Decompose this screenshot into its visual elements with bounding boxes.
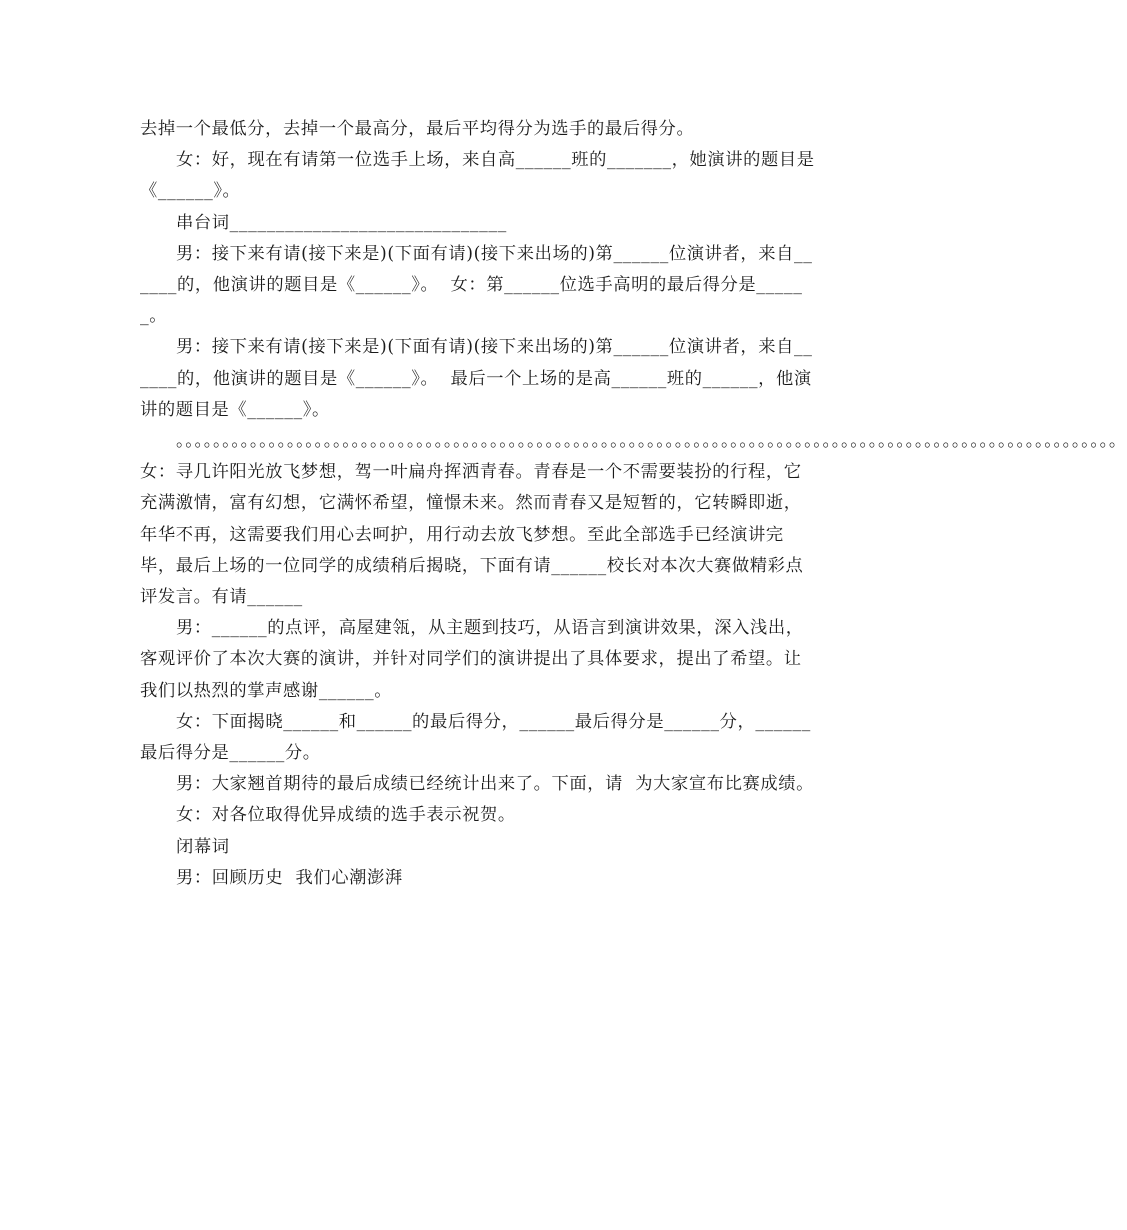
paragraph-closing-line: 男：回顾历史 我们心潮澎湃 — [176, 867, 403, 888]
paragraph-final-results: 男：大家翘首期待的最后成绩已经统计出来了。下面，请 为大家宣布比赛成绩。 — [176, 774, 815, 795]
paragraph-first-contestant: 女：好，现在有请第一位选手上场，来自高______班的_______，她演讲的题目是《______》。 — [140, 150, 815, 202]
paragraph-closing-heading: 闭幕词 — [176, 836, 230, 857]
paragraph-transition-heading: 串台词______________________________ — [176, 212, 507, 233]
paragraph-youth-speech: 。。。。。。。。。。。。。。。。。。。。。。。。。。。。。。。。。。。。。。。。。。。。。。。。。。。。。。。。。。。。。。。。。。。。。。。。。。。。。。。。。。。。。。。。。。。。。。。。。。。。。。 女：寻几许阳光放飞梦想，驾一叶扁舟挥洒青春。青春是一个不需要装扮的行程，它充满激情，富有幻想，它满怀希望，憧憬未来。然而青春又是短暂的，它转瞬即逝，年华不再，这需要我们用心去呵护，用行动去放飞梦想。至此全部选手已经演讲完毕，最后上场的一位同学的成绩稍后揭晓，下面有请______校长对本次大赛做精彩点评发言。有请______ — [140, 431, 1127, 608]
paragraph-principal-review: 男：______的点评，高屋建瓴，从主题到技巧，从语言到演讲效果，深入浅出，客观评价了本次大赛的演讲，并针对同学们的演讲提出了具体要求，提出了希望。让我们以热烈的掌声感谢______。 — [140, 618, 804, 701]
paragraph-scoring-rule: 去掉一个最低分，去掉一个最高分，最后平均得分为选手的最后得分。 — [140, 119, 695, 139]
paragraph-next-speaker-2: 男：接下来有请(接下来是)(下面有请)(接下来出场的)第______位演讲者，来自______的，他演讲的题目是《______》。 最后一个上场的是高______班的______，他演讲的题目是《______》。 — [140, 337, 813, 420]
paragraph-congratulations: 女：对各位取得优异成绩的选手表示祝贺。 — [176, 805, 516, 826]
paragraph-next-speaker-1: 男：接下来有请(接下来是)(下面有请)(接下来出场的)第______位演讲者，来自______的，他演讲的题目是《______》。 女：第______位选手高明的最后得分是______。 — [140, 243, 813, 327]
paragraph-score-reveal: 女：下面揭晓______和______的最后得分，______最后得分是______分，______最后得分是______分。 — [140, 711, 811, 764]
document-body — [140, 114, 1127, 894]
